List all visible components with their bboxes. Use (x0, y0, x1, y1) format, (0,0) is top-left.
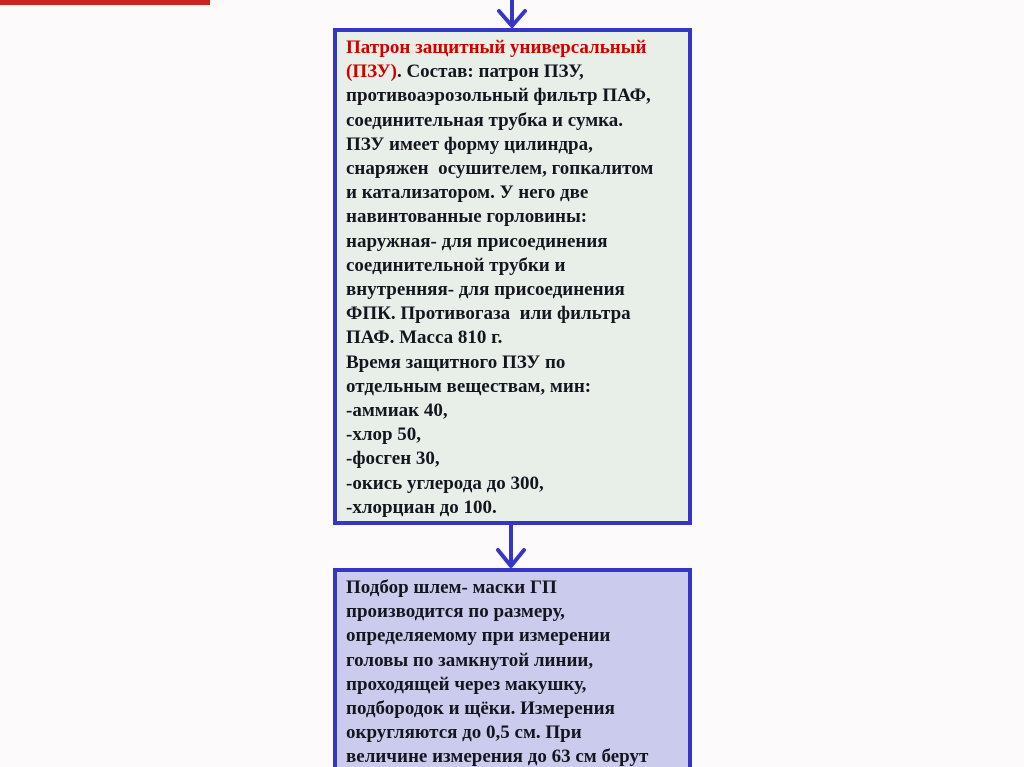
text-segment: -хлор 50, (346, 424, 422, 446)
text-line (346, 447, 683, 471)
text-line (346, 423, 683, 447)
text-segment: ПАФ. Масса 810 г. (346, 327, 503, 349)
text-segment: производится по размеру, (346, 601, 565, 623)
top-text-box (333, 28, 692, 525)
text-line (346, 230, 683, 254)
text-segment: снаряжен осушителем, гопкалитом (346, 158, 654, 180)
text-line (346, 157, 683, 181)
text-segment: соединительной трубки и (346, 254, 566, 276)
text-segment: противоаэрозольный фильтр ПАФ, (346, 85, 651, 107)
text-line (346, 649, 683, 673)
text-line (346, 181, 683, 205)
text-segment: подбородок и щёки. Измерения (346, 698, 615, 720)
text-segment: наружная- для присоединения (346, 230, 608, 252)
text-line (346, 254, 683, 278)
text-line (346, 673, 683, 697)
text-segment: ПЗУ имеет форму цилиндра, (346, 133, 593, 155)
text-segment: -фосген 30, (346, 448, 440, 470)
top-left-red-bar (0, 0, 210, 5)
down-arrow-into-top-box (490, 0, 534, 29)
text-line (346, 576, 683, 600)
text-line (346, 351, 683, 375)
text-line (346, 375, 683, 399)
text-segment: определяемому при измерении (346, 625, 611, 647)
text-segment: головы по замкнутой линии, (346, 649, 594, 671)
text-segment: ФПК. Противогаза или фильтра (346, 303, 631, 325)
text-line (346, 624, 683, 648)
text-line (346, 84, 683, 108)
text-segment: внутренняя- для присоединения (346, 279, 625, 301)
red-text-segment: (ПЗУ) (346, 61, 397, 83)
text-line (346, 109, 683, 133)
text-segment: Время защитного ПЗУ по (346, 351, 566, 373)
text-segment: . Состав: патрон ПЗУ, (396, 61, 584, 83)
text-segment: отдельным веществам, мин: (346, 375, 592, 397)
text-line (346, 133, 683, 157)
red-text-segment: Патрон защитный универсальный (346, 37, 647, 58)
text-line (346, 36, 683, 60)
text-line (346, 745, 683, 767)
text-segment: округляются до 0,5 см. При (346, 722, 582, 744)
text-line (346, 278, 683, 302)
text-segment: проходящей через макушку, (346, 673, 587, 695)
text-segment: и катализатором. У него две (346, 182, 589, 204)
text-line (346, 326, 683, 350)
text-line (346, 496, 683, 520)
text-line (346, 399, 683, 423)
text-line (346, 472, 683, 496)
text-segment: -хлорциан до 100. (346, 496, 497, 518)
text-segment: -окись углерода до 300, (346, 472, 544, 494)
down-arrow-into-bottom-box (489, 523, 533, 569)
text-line (346, 60, 683, 84)
bottom-text-box (333, 568, 692, 767)
text-line (346, 721, 683, 745)
text-line (346, 302, 683, 326)
text-segment: Подбор шлем- маски ГП (346, 577, 557, 598)
text-line (346, 697, 683, 721)
text-line (346, 600, 683, 624)
text-line (346, 205, 683, 229)
text-segment: величине измерения до 63 см берут (346, 746, 649, 767)
text-segment: навинтованные горловины: (346, 206, 588, 228)
text-segment: соединительная трубка и сумка. (346, 109, 624, 131)
text-segment: -аммиак 40, (346, 400, 448, 422)
